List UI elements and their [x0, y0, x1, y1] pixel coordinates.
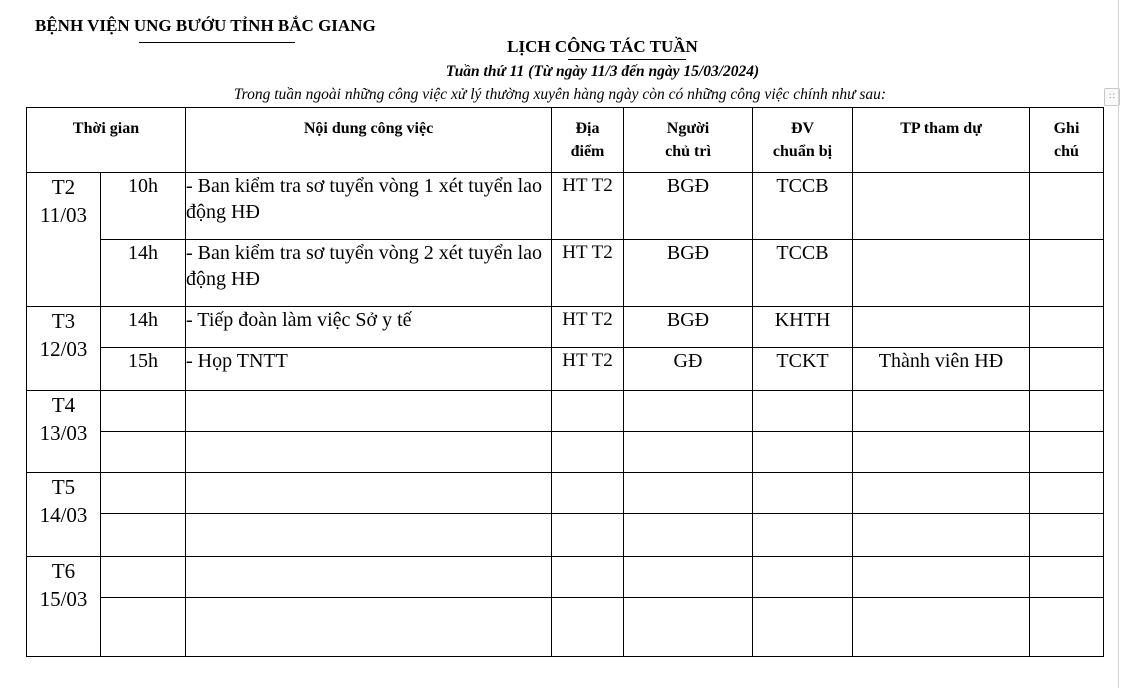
- attendees-cell: [853, 432, 1030, 473]
- task-content-cell: - Tiếp đoàn làm việc Sở y tế: [186, 307, 552, 348]
- day-cell-t4: T4 13/03: [27, 391, 101, 473]
- task-content-cell: [186, 598, 552, 657]
- time-cell: 14h: [101, 307, 186, 348]
- week-subtitle: Tuần thứ 11 (Từ ngày 11/3 đến ngày 15/03/2024): [445, 63, 760, 80]
- host-cell: [624, 391, 753, 432]
- attendees-cell: [853, 307, 1030, 348]
- time-cell: 14h: [101, 240, 186, 307]
- location-cell: HT T2: [552, 240, 624, 307]
- prepare-cell: TCCB: [753, 173, 853, 240]
- host-cell: [624, 557, 753, 598]
- host-cell: [624, 432, 753, 473]
- time-cell: [101, 514, 186, 557]
- intro-text: Trong tuần ngoài những công việc xử lý thường xuyên hàng ngày còn có những công việc chính như sau:: [233, 86, 887, 103]
- prepare-cell: [753, 391, 853, 432]
- day-cell-t6: T6 15/03: [27, 557, 101, 657]
- table-row: [27, 307, 1104, 348]
- attendees-cell: [853, 473, 1030, 514]
- task-content-cell: - Ban kiểm tra sơ tuyển vòng 1 xét tuyển lao động HĐ: [186, 173, 552, 240]
- task-content-cell: - Họp TNTT: [186, 348, 552, 391]
- time-cell: 15h: [101, 348, 186, 391]
- host-cell: BGĐ: [624, 173, 753, 240]
- table-move-handle-icon[interactable]: ∷: [1104, 88, 1120, 106]
- host-cell: [624, 473, 753, 514]
- organization-name: BỆNH VIỆN UNG BƯỚU TỈNH BẮC GIANG: [35, 16, 376, 35]
- time-cell: 10h: [101, 173, 186, 240]
- prepare-cell: [753, 598, 853, 657]
- time-cell: [101, 432, 186, 473]
- page-edge: [1118, 0, 1119, 688]
- table-row: [27, 432, 1104, 473]
- weekly-schedule-table: [26, 107, 1104, 657]
- attendees-cell: Thành viên HĐ: [853, 348, 1030, 391]
- header-row: [27, 108, 1104, 173]
- note-cell: [1030, 557, 1104, 598]
- title-underline: [568, 59, 686, 60]
- attendees-cell: [853, 598, 1030, 657]
- prepare-cell: [753, 432, 853, 473]
- document-title: LỊCH CÔNG TÁC TUẦN: [507, 37, 698, 56]
- note-cell: [1030, 348, 1104, 391]
- col-header-host: Người chủ trì: [624, 108, 753, 173]
- note-cell: [1030, 391, 1104, 432]
- note-cell: [1030, 473, 1104, 514]
- table-row: [27, 240, 1104, 307]
- host-cell: BGĐ: [624, 240, 753, 307]
- task-content-cell: [186, 432, 552, 473]
- location-cell: HT T2: [552, 173, 624, 240]
- attendees-cell: [853, 391, 1030, 432]
- note-cell: [1030, 173, 1104, 240]
- prepare-cell: TCKT: [753, 348, 853, 391]
- location-cell: HT T2: [552, 307, 624, 348]
- time-cell: [101, 473, 186, 514]
- table-row: [27, 514, 1104, 557]
- table-row: [27, 173, 1104, 240]
- attendees-cell: [853, 240, 1030, 307]
- task-content-cell: - Ban kiểm tra sơ tuyển vòng 2 xét tuyển lao động HĐ: [186, 240, 552, 307]
- location-cell: [552, 557, 624, 598]
- prepare-cell: TCCB: [753, 240, 853, 307]
- prepare-cell: [753, 514, 853, 557]
- note-cell: [1030, 514, 1104, 557]
- col-header-prepare: ĐV chuẩn bị: [753, 108, 853, 173]
- col-header-location: Địa điểm: [552, 108, 624, 173]
- host-cell: GĐ: [624, 348, 753, 391]
- task-content-cell: [186, 391, 552, 432]
- host-cell: BGĐ: [624, 307, 753, 348]
- prepare-cell: [753, 557, 853, 598]
- col-header-note: Ghi chú: [1030, 108, 1104, 173]
- col-header-time: Thời gian: [27, 108, 186, 173]
- task-content-cell: [186, 514, 552, 557]
- attendees-cell: [853, 173, 1030, 240]
- attendees-cell: [853, 514, 1030, 557]
- table-row: [27, 348, 1104, 391]
- note-cell: [1030, 598, 1104, 657]
- host-cell: [624, 514, 753, 557]
- table-row: [27, 391, 1104, 432]
- day-cell-t3: T3 12/03: [27, 307, 101, 391]
- time-cell: [101, 557, 186, 598]
- note-cell: [1030, 307, 1104, 348]
- day-cell-t2: T2 11/03: [27, 173, 101, 307]
- time-cell: [101, 391, 186, 432]
- time-cell: [101, 598, 186, 657]
- location-cell: [552, 391, 624, 432]
- note-cell: [1030, 240, 1104, 307]
- location-cell: [552, 598, 624, 657]
- prepare-cell: [753, 473, 853, 514]
- note-cell: [1030, 432, 1104, 473]
- col-header-attendees: TP tham dự: [853, 108, 1030, 173]
- prepare-cell: KHTH: [753, 307, 853, 348]
- location-cell: HT T2: [552, 348, 624, 391]
- col-header-content: Nội dung công việc: [186, 108, 552, 173]
- table-row: [27, 598, 1104, 657]
- location-cell: [552, 473, 624, 514]
- location-cell: [552, 514, 624, 557]
- host-cell: [624, 598, 753, 657]
- table-row: [27, 557, 1104, 598]
- location-cell: [552, 432, 624, 473]
- day-cell-t5: T5 14/03: [27, 473, 101, 557]
- task-content-cell: [186, 473, 552, 514]
- table-row: [27, 473, 1104, 514]
- task-content-cell: [186, 557, 552, 598]
- attendees-cell: [853, 557, 1030, 598]
